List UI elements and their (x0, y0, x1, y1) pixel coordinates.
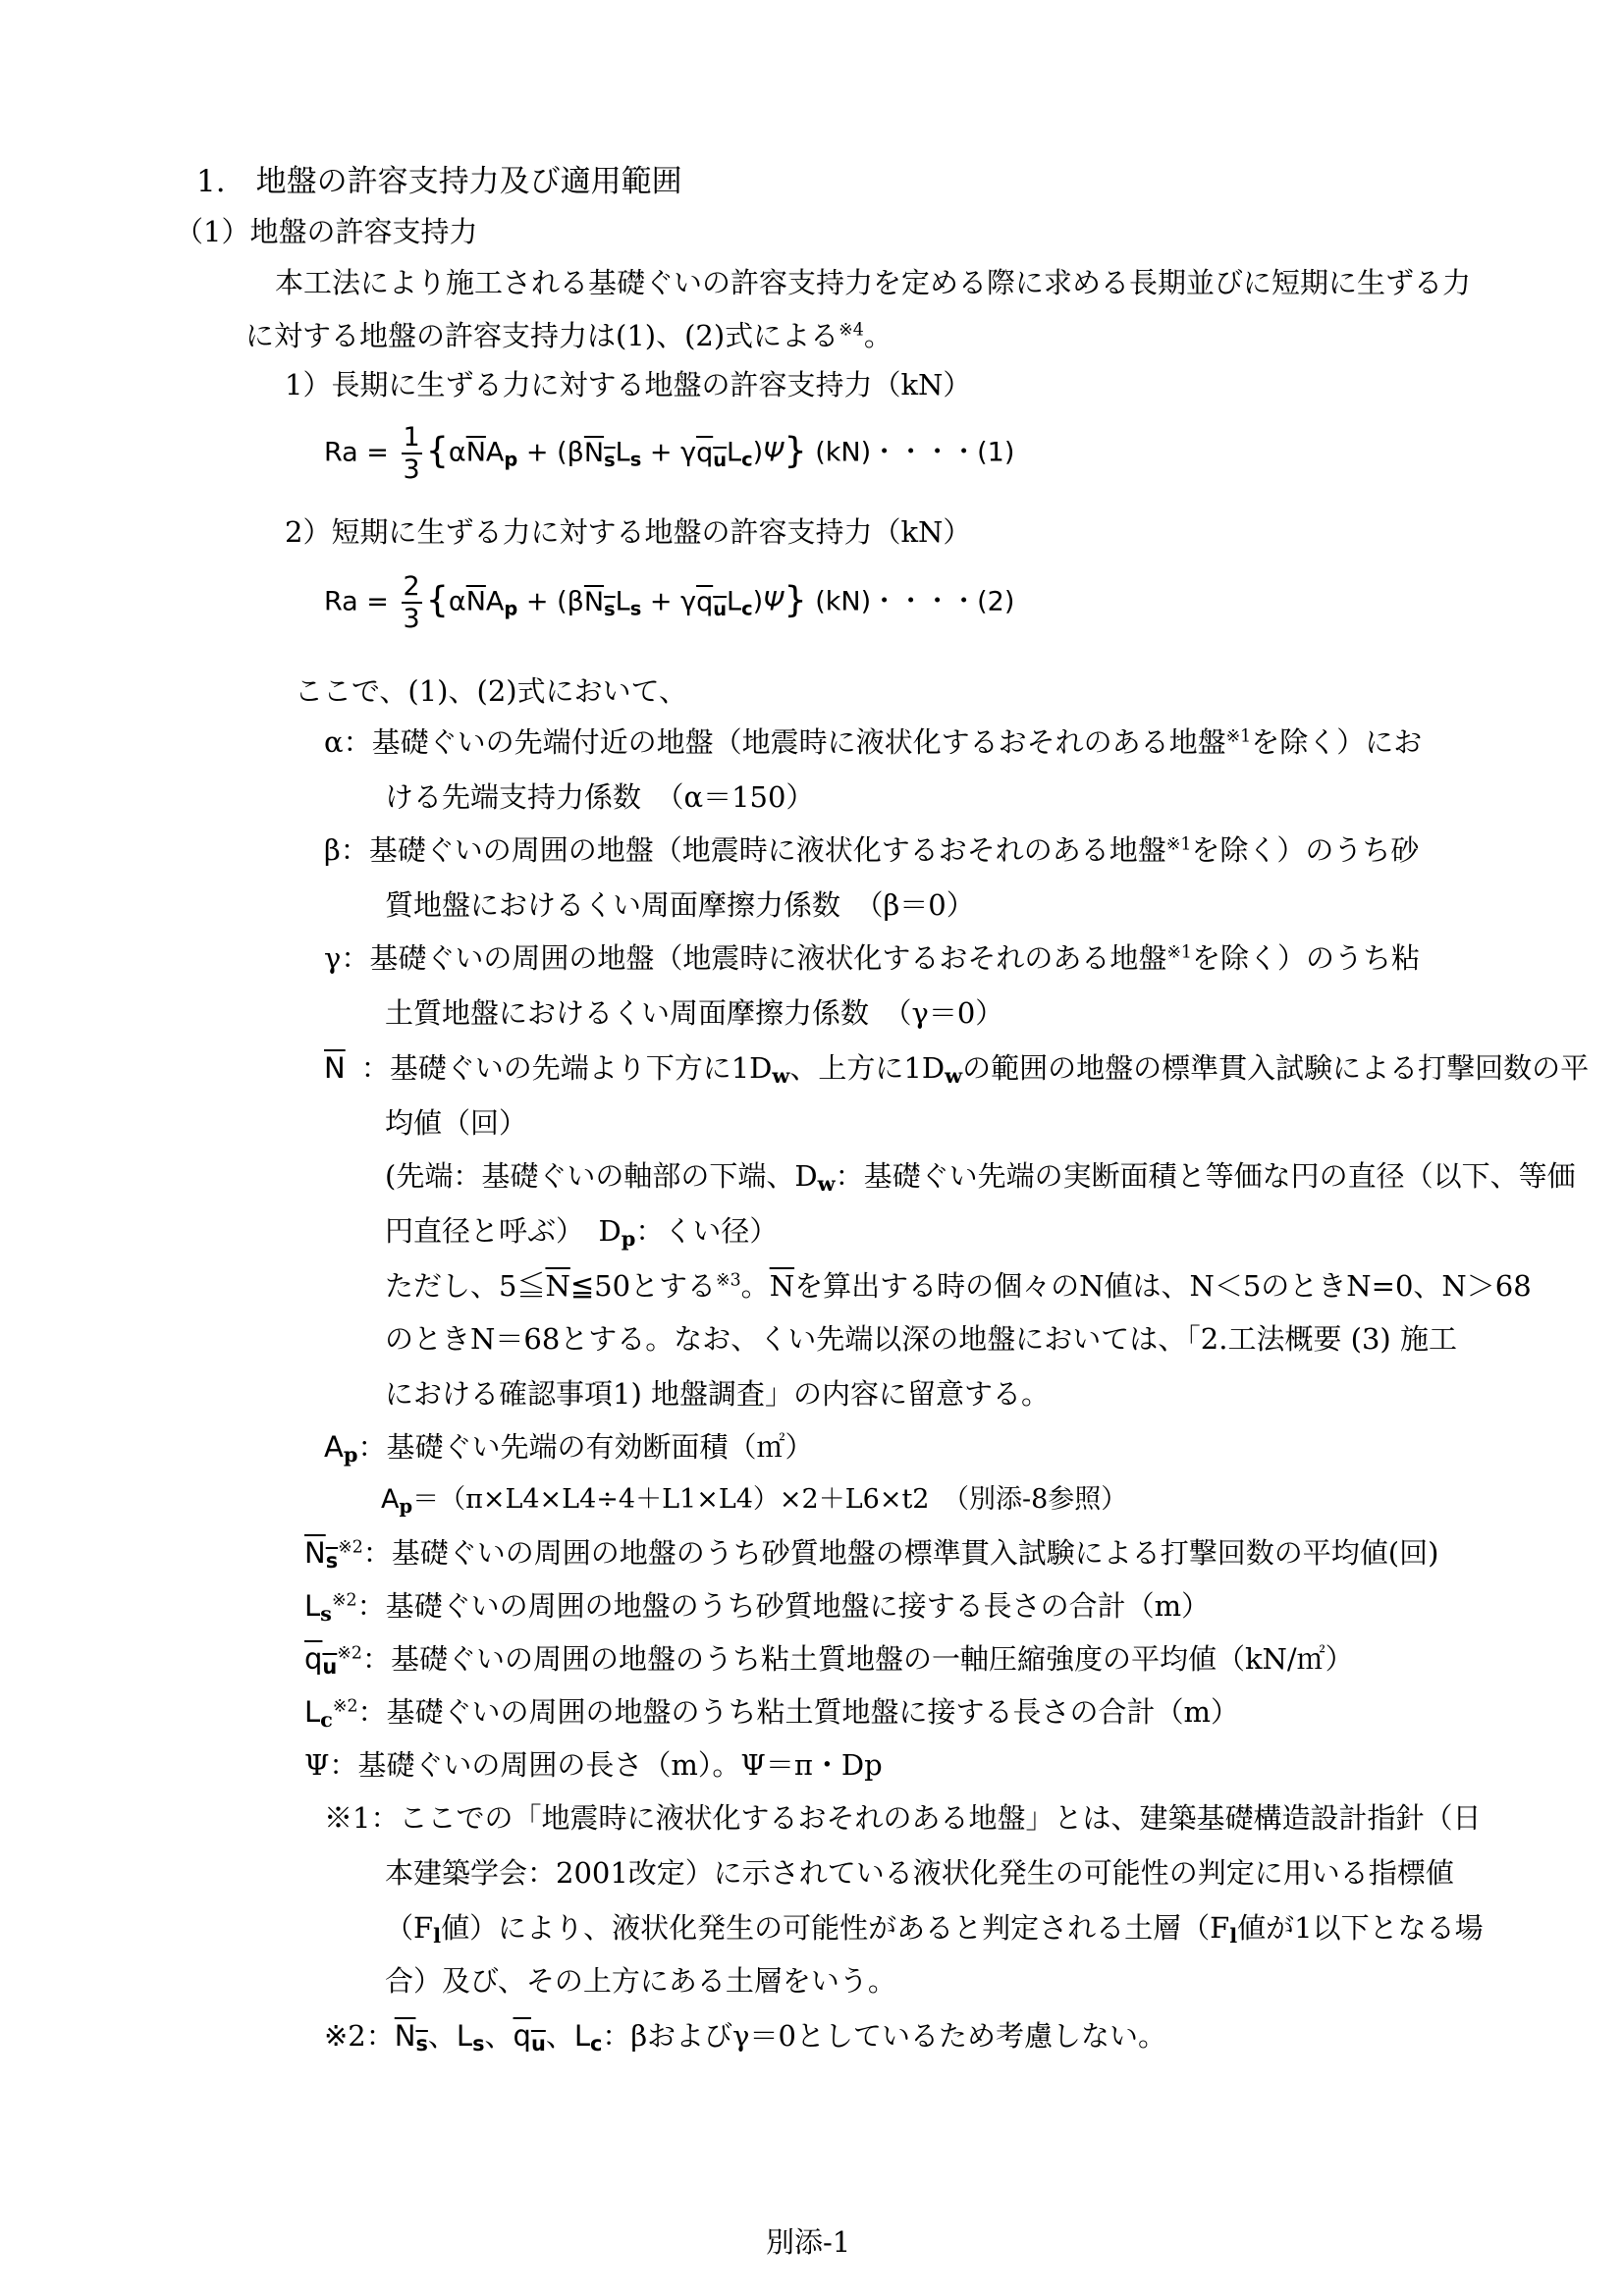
ap-sub: p (343, 1442, 358, 1468)
ns-def-text: ：基礎ぐいの周囲の地盤のうち砂質地盤の標準貫入試験による打撃回数の平均値(回) (362, 1536, 1439, 1570)
nbar-line4-end: ：くい径） (635, 1214, 779, 1248)
ls-sub: s (320, 1601, 332, 1627)
nbar-def-line-7: における確認事項1) 地盤調査」の内容に留意する。 (385, 1377, 1050, 1411)
nbar-sub-a: w (772, 1063, 790, 1089)
ls-symbol: L (304, 1589, 321, 1623)
nbar-sub-b: w (945, 1063, 963, 1089)
nbar-inline-symbol-2: $\overline{N}$ (769, 1269, 795, 1303)
nbar-def-line-5 (385, 1269, 1532, 1303)
alpha-def-text: ：基礎ぐいの先端付近の地盤（地震時に液状化するおそれのある地盤 (343, 725, 1226, 759)
long-term-heading: 1）長期に生ずる力に対する地盤の許容支持力（kN） (285, 368, 972, 401)
gamma-symbol: γ (324, 941, 342, 975)
nbar-def-line-4 (385, 1214, 779, 1252)
alpha-def-line-1 (324, 725, 1423, 759)
beta-def-line-1 (324, 833, 1420, 867)
ls-def (304, 1589, 1211, 1627)
note2: ※2：$N_s$、$L_s$、$q_u$、$L_c$：βおよびγ＝0としているため考慮しない。 (324, 2019, 1166, 2056)
nbar-line5-d: を算出する時の個々のN値は、N＜5のときN=0、N＞68 (794, 1269, 1532, 1303)
nbar-note-ref: ※3 (716, 1270, 741, 1291)
nbar-line5-b: ≦50とする (569, 1269, 717, 1303)
formula-1-numerator: 1 (403, 422, 420, 453)
nbar-line3-text: (先端：基礎ぐいの軸部の下端、D (385, 1159, 818, 1193)
note1-line-1: ※1：ここでの「地震時に液状化するおそれのある地盤」とは、建築基礎構造設計指針（日 (324, 1801, 1482, 1835)
note2-ns: $N_s$ (394, 2019, 428, 2056)
ap-def-text: ：基礎ぐい先端の有効断面積（㎡） (357, 1430, 814, 1464)
gamma-def-line-2: 土質地盤におけるくい周面摩擦力係数 （γ＝0） (385, 996, 1004, 1030)
note1-line-3 (385, 1911, 1484, 1949)
alpha-note-ref: ※1 (1225, 726, 1252, 747)
alpha-def-line-2: ける先端支持力係数 （α＝150） (385, 780, 815, 814)
beta-def-text: ：基礎ぐいの周囲の地盤（地震時に液状化するおそれのある地盤 (340, 833, 1166, 867)
intro-line-2 (245, 319, 893, 352)
qu-def-text: ：基礎ぐいの周囲の地盤のうち粘土質地盤の一軸圧縮強度の平均値（kN/㎡） (361, 1642, 1354, 1676)
alpha-def-text-end: を除く）にお (1251, 725, 1423, 759)
psi-def: Ψ：基礎ぐいの周囲の長さ（m）。Ψ＝π・Dp (304, 1748, 883, 1782)
formula-1-lhs: Ra = (324, 437, 389, 468)
nbar-def-line-6: のときN＝68とする。なお、くい先端以深の地盤においては、「2.工法概要 (3) 施工 (385, 1322, 1457, 1356)
section-title: 1. 地盤の許容支持力及び適用範囲 (196, 164, 682, 199)
ns-note-ref: ※2 (338, 1537, 363, 1558)
qu-symbol-letter: q (304, 1642, 323, 1676)
note2-qu: $q_u$ (513, 2019, 546, 2056)
nbar-text-a: ：基礎ぐいの先端より下方に1D (360, 1051, 773, 1085)
note2-tail: ：βおよびγ＝0としているため考慮しない。 (602, 2019, 1166, 2053)
ns-symbol (304, 1536, 339, 1574)
formula-2-numerator: 2 (403, 571, 420, 602)
intro-note-ref: ※4 (839, 320, 864, 341)
alpha-symbol: α (324, 725, 344, 759)
note1-line3-sub2: l (1229, 1923, 1238, 1949)
ns-sub: s (325, 1549, 339, 1574)
lc-symbol: L (304, 1695, 321, 1729)
formula-2-lhs: Ra = (324, 586, 389, 617)
ap-formula-text: ＝（π×L4×L4÷4＋L1×L4）×2＋L6×t2 （別添-8参照） (412, 1484, 1128, 1515)
lc-sub: c (320, 1707, 333, 1733)
nbar-text-c: の範囲の地盤の標準貫入試験による打撃回数の平 (962, 1051, 1590, 1085)
ls-def-text: ：基礎ぐいの周囲の地盤のうち砂質地盤に接する長さの合計（m） (356, 1589, 1211, 1623)
ap-def-line-1 (324, 1430, 814, 1468)
lc-note-ref: ※2 (332, 1696, 358, 1717)
note1-line3-a: （F (385, 1911, 434, 1945)
short-term-heading: 2）短期に生ずる力に対する地盤の許容支持力（kN） (285, 515, 972, 549)
nbar-symbol: $\overline{N}$ (324, 1051, 346, 1085)
page-number: 別添-1 (766, 2225, 851, 2259)
nbar-def-line-2: 均値（回） (385, 1106, 528, 1140)
qu-sub: u (322, 1655, 338, 1680)
nbar-line4-sub: p (621, 1226, 636, 1252)
gamma-def-line-1 (324, 941, 1421, 975)
subsection-title: （1）地盤の許容支持力 (175, 215, 478, 248)
note1-line3-b: 値）により、液状化発生の可能性があると判定される土層（F (441, 1911, 1230, 1945)
formula-1-denominator: 3 (403, 454, 420, 485)
ap-formula-sub: p (399, 1494, 413, 1518)
beta-note-ref: ※1 (1165, 834, 1192, 855)
ap-def-line-2 (381, 1486, 1127, 1516)
nbar-text-b: 、上方に1D (789, 1051, 946, 1085)
nbar-line4-text: 円直径と呼ぶ） D (385, 1214, 622, 1248)
ns-def (304, 1536, 1439, 1574)
nbar-line3-sub: w (817, 1171, 836, 1197)
nbar-inline-symbol: $\overline{N}$ (545, 1269, 570, 1303)
note1-line-2: 本建築学会：2001改定）に示されている液状化発生の可能性の判定に用いる指標値 (385, 1856, 1454, 1890)
note1-line3-c: 値が1以下となる場 (1237, 1911, 1484, 1945)
gamma-def-text: ：基礎ぐいの周囲の地盤（地震時に液状化するおそれのある地盤 (341, 941, 1167, 975)
nbar-def-line-3 (385, 1159, 1576, 1197)
lc-def (304, 1695, 1240, 1733)
where-text: ここで、(1)、(2)式において、 (295, 674, 687, 708)
formula-2: Ra = $\frac{2}{3}$ $\{\alpha\overline{N}A_p + (\beta N_sL_s + \gamma q_uL_c)\Psi\}$ (kN)・・・・(2) (324, 571, 1015, 634)
note1-line3-sub: l (433, 1923, 442, 1949)
intro-line-2-end: 。 (863, 319, 893, 352)
gamma-def-text-end: を除く）のうち粘 (1192, 941, 1421, 975)
formula-1-fraction (402, 424, 422, 483)
note1-line-4: 合）及び、その上方にある土層をいう。 (385, 1964, 896, 1998)
gamma-note-ref: ※1 (1166, 942, 1192, 963)
qu-note-ref: ※2 (337, 1643, 362, 1664)
qu-def (304, 1642, 1354, 1680)
ap-symbol: A (324, 1430, 344, 1464)
qu-symbol (304, 1642, 338, 1680)
beta-def-text-end: を除く）のうち砂 (1191, 833, 1420, 867)
lc-def-text: ：基礎ぐいの周囲の地盤のうち粘土質地盤に接する長さの合計（m） (357, 1695, 1240, 1729)
note2-ls: $L_s$ (456, 2019, 485, 2056)
intro-line-2-text: に対する地盤の許容支持力は(1)、(2)式による (245, 319, 839, 352)
note2-lc: $L_c$ (573, 2019, 603, 2056)
formula-1-tail: (kN)・・・・(1) (815, 437, 1015, 468)
formula-2-denominator: 3 (403, 604, 420, 634)
beta-symbol: β (324, 833, 341, 867)
ns-symbol-letter: N (304, 1536, 326, 1570)
ls-note-ref: ※2 (331, 1590, 357, 1611)
nbar-def-line-1 (324, 1051, 1590, 1089)
intro-line-1: 本工法により施工される基礎ぐいの許容支持力を定める際に求める長期並びに短期に生ずる力 (275, 266, 1472, 299)
nbar-line3-end: ：基礎ぐい先端の実断面積と等価な円の直径（以下、等価 (835, 1159, 1576, 1193)
beta-def-line-2: 質地盤におけるくい周面摩擦力係数 （β＝0） (385, 888, 975, 922)
formula-2-tail: (kN)・・・・(2) (815, 586, 1015, 617)
nbar-line5-a: ただし、5≦ (385, 1269, 546, 1303)
formula-2-fraction (402, 573, 422, 632)
formula-1: Ra = $\frac{1}{3}$ $\{\alpha\overline{N}A_p + (\beta N_sL_s + \gamma q_uL_c)\Psi\}$ (kN)・・・・(1) (324, 422, 1015, 485)
nbar-line5-c: 。 (740, 1269, 770, 1303)
ap-formula-symbol: A (381, 1484, 400, 1515)
note2-prefix: ※2： (324, 2019, 395, 2053)
